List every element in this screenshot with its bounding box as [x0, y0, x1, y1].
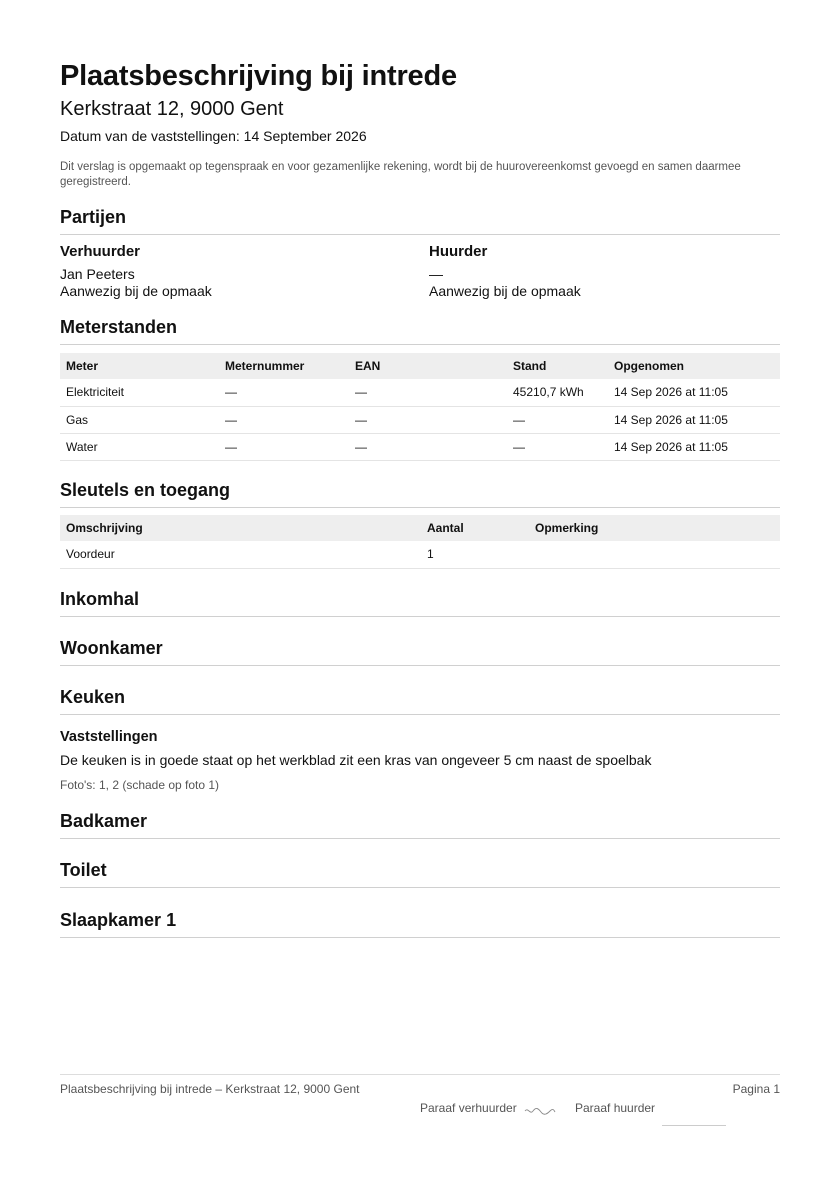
photo-reference: Foto's: 1, 2 (schade op foto 1) [60, 778, 220, 792]
table-row [60, 406, 780, 433]
tenant-initials-line [662, 1125, 726, 1126]
meters-col-header: Meternummer [219, 353, 349, 379]
room-inkomhal-heading: Inkomhal [60, 589, 780, 617]
tenant-presence: Aanwezig bij de opmaak [429, 283, 581, 299]
footer-divider [60, 1074, 780, 1075]
page-number: Pagina 1 [732, 1082, 780, 1096]
document-page [60, 0, 780, 1188]
landlord-name: Jan Peeters [60, 266, 135, 282]
property-address: Kerkstraat 12, 9000 Gent [60, 98, 284, 120]
table-cell [529, 541, 780, 568]
room-badkamer-heading: Badkamer [60, 811, 780, 839]
document-title: Plaatsbeschrijving bij intrede [60, 60, 457, 92]
landlord-presence: Aanwezig bij de opmaak [60, 283, 212, 299]
footer-title: Plaatsbeschrijving bij intrede – Kerkstraat 12, 9000 Gent [60, 1082, 360, 1096]
landlord-role: Verhuurder [60, 243, 141, 260]
table-cell: Water [60, 433, 219, 460]
party-tenant [429, 243, 581, 300]
room-toilet-heading: Toilet [60, 860, 780, 888]
table-cell: Gas [60, 406, 219, 433]
table-cell: — [219, 433, 349, 460]
keys-col-header: Opmerking [529, 515, 780, 541]
table-row [60, 433, 780, 460]
section-keys-heading: Sleutels en toegang [60, 480, 780, 508]
table-cell: — [219, 406, 349, 433]
table-cell: — [507, 433, 608, 460]
section-parties-heading: Partijen [60, 207, 780, 235]
table-cell: — [349, 379, 507, 406]
room-keuken-heading: Keuken [60, 687, 780, 715]
keys-col-header: Omschrijving [60, 515, 421, 541]
table-cell: Voordeur [60, 541, 421, 568]
tenant-name: — [429, 266, 443, 282]
tenant-role: Huurder [429, 243, 488, 260]
room-slaapkamer-heading: Slaapkamer 1 [60, 910, 780, 938]
table-cell: 14 Sep 2026 at 11:05 [608, 433, 780, 460]
paraaf-landlord-label: Paraaf verhuurder [420, 1101, 517, 1115]
table-row [60, 541, 780, 568]
intro-text: Dit verslag is opgemaakt op tegenspraak en voor gezamenlijke rekening, wordt bij de huurovereenkomst gevoegd en samen daarmee geregistreerd. [60, 161, 741, 188]
table-cell: 1 [421, 541, 529, 568]
table-cell: — [349, 406, 507, 433]
table-row [60, 379, 780, 406]
meters-col-header: EAN [349, 353, 507, 379]
meters-col-header: Stand [507, 353, 608, 379]
paraaf-tenant-label: Paraaf huurder [575, 1101, 656, 1115]
keys-col-header: Aantal [421, 515, 529, 541]
table-cell: — [219, 379, 349, 406]
table-cell: 14 Sep 2026 at 11:05 [608, 379, 780, 406]
observations-text: De keuken is in goede staat op het werkblad zit een kras van ongeveer 5 cm naast de spoelbak [60, 752, 652, 768]
room-woonkamer-heading: Woonkamer [60, 638, 780, 666]
table-cell: — [507, 406, 608, 433]
party-landlord [60, 243, 212, 300]
section-meters-heading: Meterstanden [60, 317, 780, 345]
table-cell: 14 Sep 2026 at 11:05 [608, 406, 780, 433]
table-cell: 45210,7 kWh [507, 379, 608, 406]
table-cell: Elektriciteit [60, 379, 219, 406]
inspection-date: Datum van de vaststellingen: 14 September 2026 [60, 128, 367, 144]
keys-table [60, 515, 780, 569]
table-cell: — [349, 433, 507, 460]
observations-heading: Vaststellingen [60, 729, 158, 745]
meters-col-header: Meter [60, 353, 219, 379]
meters-table [60, 353, 780, 461]
meters-col-header: Opgenomen [608, 353, 780, 379]
landlord-initials-signature [524, 1104, 556, 1116]
